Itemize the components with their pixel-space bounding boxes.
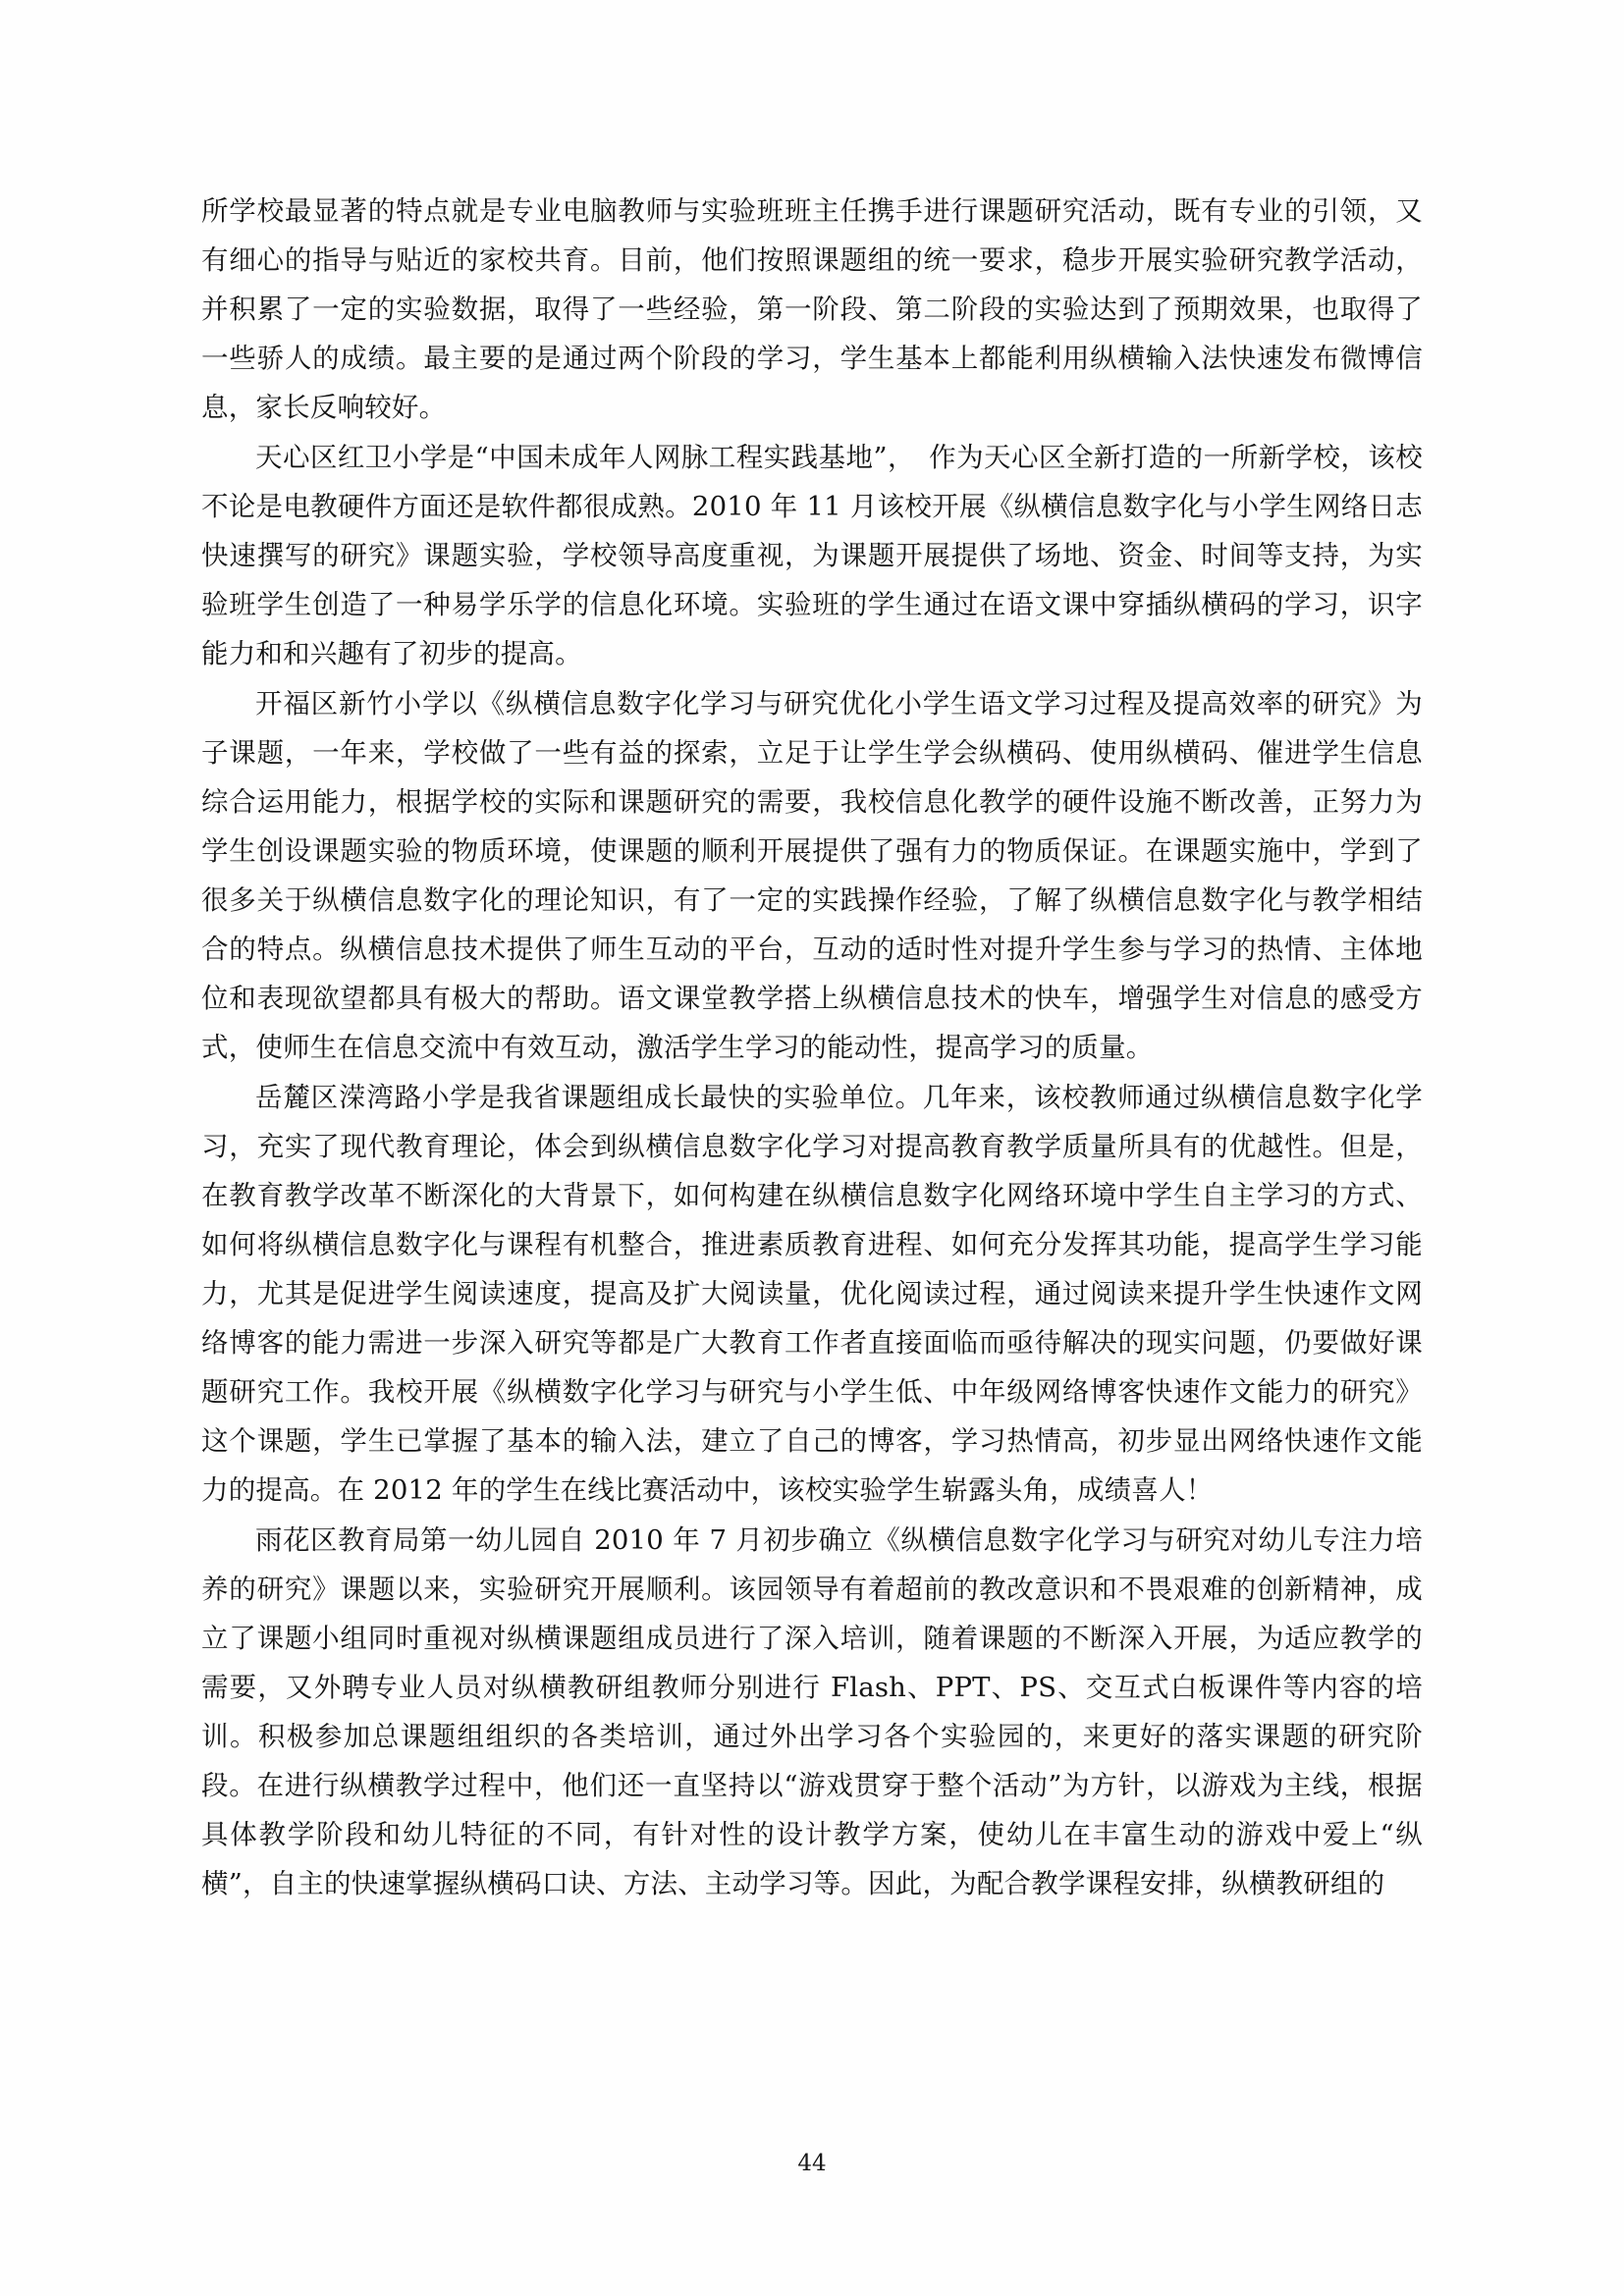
paragraph-4: 岳麓区溁湾路小学是我省课题组成长最快的实验单位。几年来，该校教师通过纵横信息数字化学习，充实了现代教育理论，体会到纵横信息数字化学习对提高教育教学质量所具有的优越性。但是，在教育教学改革不断深化的大背景下，如何构建在纵横信息数字化网络环境中学生自主学习的方式、如何将纵横信息数字化与课程有机整合，推进素质教育进程、如何充分发挥其功能，提高学生学习能力，尤其是促进学生阅读速度，提高及扩大阅读量，优化阅读过程，通过阅读来提升学生快速作文网络博客的能力需进一步深入研究等都是广大教育工作者直接面临而亟待解决的现实问题，仍要做好课题研究工作。我校开展《纵横数字化学习与研究与小学生低、中年级网络博客快速作文能力的研究》这个课题，学生已掌握了基本的输入法，建立了自己的博客，学习热情高，初步显出网络快速作文能力的提高。在 2012 年的学生在线比赛活动中，该校实验学生崭露头角，成绩喜人！ [201,1082,1423,1506]
paragraph-5: 雨花区教育局第一幼儿园自 2010 年 7 月初步确立《纵横信息数字化学习与研究对幼儿专注力培养的研究》课题以来，实验研究开展顺利。该园领导有着超前的教改意识和不畏艰难的创新精神，成立了课题小组同时重视对纵横课题组成员进行了深入培训，随着课题的不断深入开展，为适应教学的需要，又外聘专业人员对纵横教研组教师分别进行 Flash、PPT、PS、交互式白板课件等内容的培训。积极参加总课题组组织的各类培训，通过外出学习各个实验园的，来更好的落实课题的研究阶段。在进行纵横教学过程中，他们还一直坚持以“游戏贯穿于整个活动”为方针，以游戏为主线，根据具体教学阶段和幼儿特征的不同，有针对性的设计教学方案，使幼儿在丰富生动的游戏中爱上“纵横”，自主的快速掌握纵横码口诀、方法、主动学习等。因此，为配合教学课程安排，纵横教研组的 [201,1524,1423,1899]
page-number: 44 [797,2151,827,2176]
document-body [201,187,1423,1908]
paragraph-2: 天心区红卫小学是“中国未成年人网脉工程实践基地”， 作为天心区全新打造的一所新学校，该校不论是电教硬件方面还是软件都很成熟。2010 年 11 月该校开展《纵横信息数字化与小学生网络日志快速撰写的研究》课题实验，学校领导高度重视，为课题开展提供了场地、资金、时间等支持，为实验班学生创造了一种易学乐学的信息化环境。实验班的学生通过在语文课中穿插纵横码的学习，识字能力和和兴趣有了初步的提高。 [201,442,1423,669]
paragraph-1: 所学校最显著的特点就是专业电脑教师与实验班班主任携手进行课题研究活动，既有专业的引领，又有细心的指导与贴近的家校共育。目前，他们按照课题组的统一要求，稳步开展实验研究教学活动，并积累了一定的实验数据，取得了一些经验，第一阶段、第二阶段的实验达到了预期效果，也取得了一些骄人的成绩。最主要的是通过两个阶段的学习，学生基本上都能利用纵横输入法快速发布微博信息，家长反响较好。 [201,195,1423,423]
paragraph-3: 开福区新竹小学以《纵横信息数字化学习与研究优化小学生语文学习过程及提高效率的研究》为子课题，一年来，学校做了一些有益的探索，立足于让学生学会纵横码、使用纵横码、催进学生信息综合运用能力，根据学校的实际和课题研究的需要，我校信息化教学的硬件设施不断改善，正努力为学生创设课题实验的物质环境，使课题的顺利开展提供了强有力的物质保证。在课题实施中，学到了很多关于纵横信息数字化的理论知识，有了一定的实践操作经验，了解了纵横信息数字化与教学相结合的特点。纵横信息技术提供了师生互动的平台，互动的适时性对提升学生参与学习的热情、主体地位和表现欲望都具有极大的帮助。语文课堂教学搭上纵横信息技术的快车，增强学生对信息的感受方式，使师生在信息交流中有效互动，激活学生学习的能动性，提高学习的质量。 [201,688,1423,1063]
